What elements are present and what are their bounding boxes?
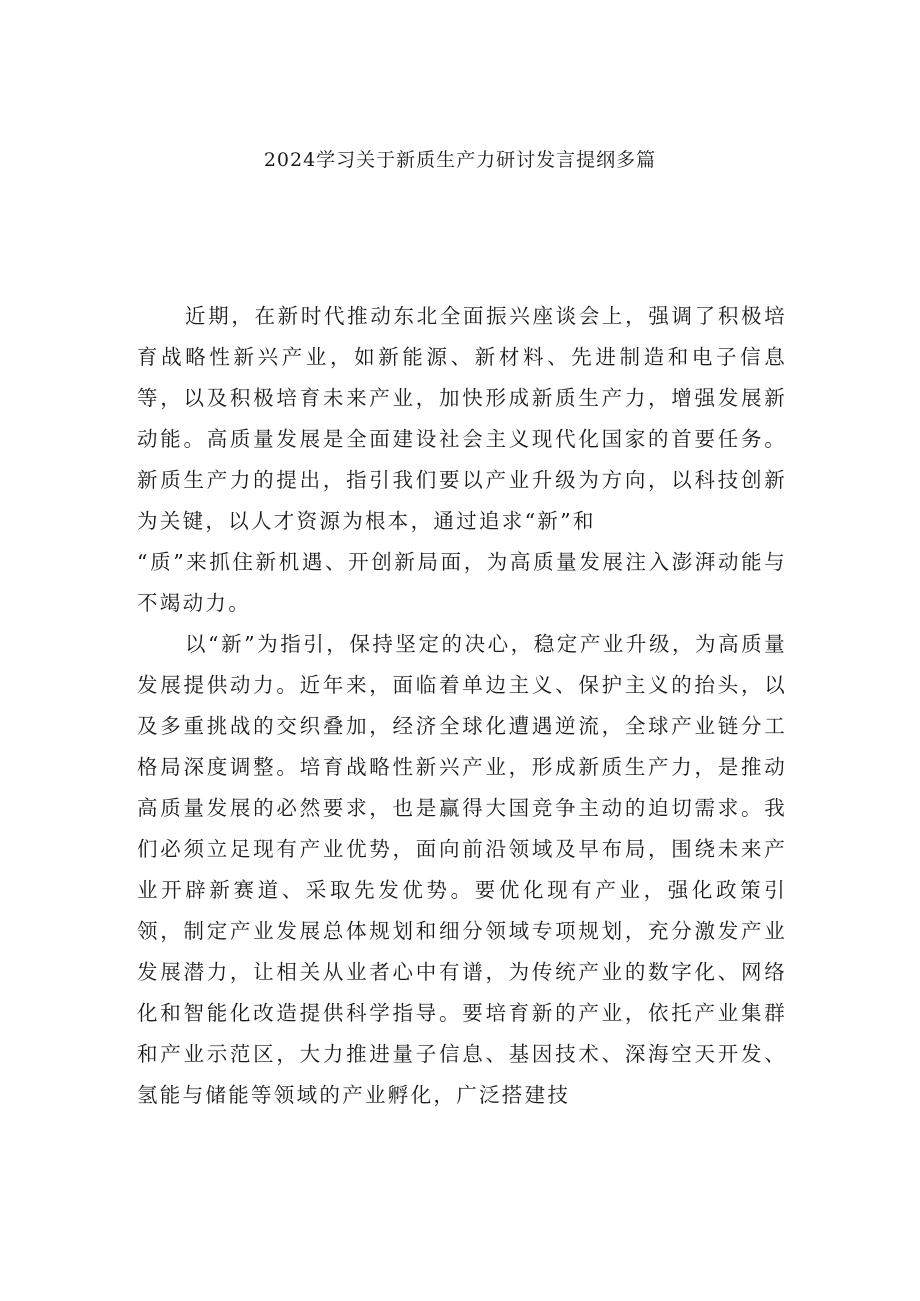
paragraph-2: “质”来抓住新机遇、开创新局面，为高质量发展注入澎湃动能与不竭动力。: [137, 550, 787, 615]
document-title: 2024学习关于新质生产力研讨发言提纲多篇: [263, 149, 657, 171]
paragraph-3: 以“新”为指引，保持坚定的决心，稳定产业升级，为高质量发展提供动力。近年来，面临着单边主义、保护主义的抬头，以及多重挑战的交织叠加，经济全球化遭遇逆流，全球产业链分工格局深度调整。培育战略性新兴产业，形成新质生产力，是推动高质量发展的必然要求，也是赢得大国竞争主动的迫切需求。我们必须立足现有产业优势，面向前沿领域及早布局，围绕未来产业开辟新赛道、采取先发优势。要优化现有产业，强化政策引领，制定产业发展总体规划和细分领域专项规划，充分激发产业发展潜力，让相关从业者心中有谱，为传统产业的数字化、网络化和智能化改造提供科学指导。要培育新的产业，依托产业集群和产业示范区，大力推进量子信息、基因技术、深海空天开发、氢能与储能等领域的产业孵化，广泛搭建技: [137, 632, 787, 1107]
document-body: [137, 296, 787, 1116]
paragraph-1: 近期，在新时代推动东北全面振兴座谈会上，强调了积极培育战略性新兴产业，如新能源、新材料、先进制造和电子信息等，以及积极培育未来产业，加快形成新质生产力，增强发展新动能。高质量发展是全面建设社会主义现代化国家的首要任务。新质生产力的提出，指引我们要以产业升级为方向，以科技创新为关键，以人才资源为根本，通过追求“新”和: [137, 304, 787, 533]
